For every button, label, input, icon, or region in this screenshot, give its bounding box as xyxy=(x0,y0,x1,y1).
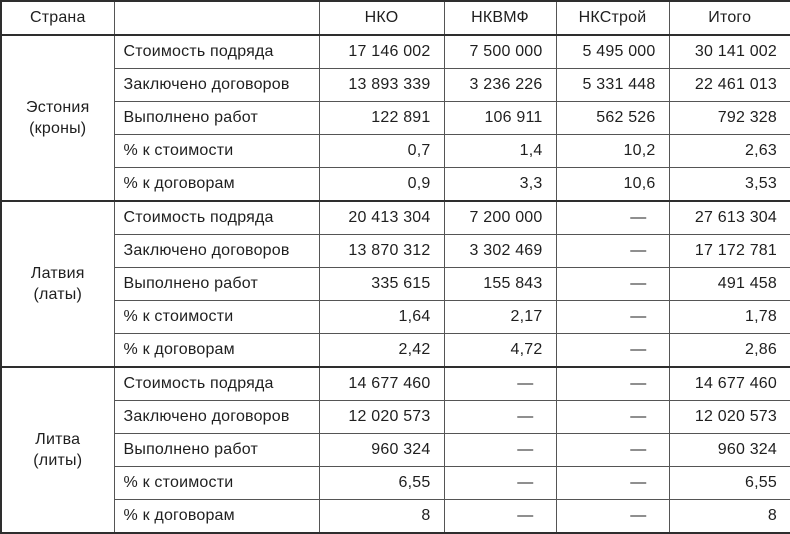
value-cell: 106 911 xyxy=(444,102,556,135)
row-label-cell: Выполнено работ xyxy=(114,434,319,467)
table-row xyxy=(1,500,790,534)
country-name: Латвия xyxy=(30,265,85,282)
value-cell: 8 xyxy=(669,500,790,534)
row-label-cell: % к договорам xyxy=(114,500,319,534)
value-cell: 6,55 xyxy=(669,467,790,500)
row-label-cell: Выполнено работ xyxy=(114,268,319,301)
value-cell: 491 458 xyxy=(669,268,790,301)
value-cell: — xyxy=(556,401,669,434)
table-row xyxy=(1,268,790,301)
table-row xyxy=(1,168,790,202)
value-cell: 2,63 xyxy=(669,135,790,168)
table-row xyxy=(1,35,790,69)
value-cell: 2,86 xyxy=(669,334,790,368)
value-cell: 12 020 573 xyxy=(669,401,790,434)
table-row xyxy=(1,201,790,235)
table-row xyxy=(1,69,790,102)
section-estonia xyxy=(1,35,790,201)
value-cell: 960 324 xyxy=(669,434,790,467)
value-cell: 14 677 460 xyxy=(319,367,444,401)
value-cell: 3 236 226 xyxy=(444,69,556,102)
row-label-cell: Заключено договоров xyxy=(114,69,319,102)
value-cell: — xyxy=(444,467,556,500)
country-name: Эстония xyxy=(26,99,90,116)
row-label-cell: Стоимость подряда xyxy=(114,201,319,235)
row-label-cell: Стоимость подряда xyxy=(114,35,319,69)
section-latvia xyxy=(1,201,790,367)
row-label-cell: % к стоимости xyxy=(114,135,319,168)
value-cell: 5 331 448 xyxy=(556,69,669,102)
value-cell: 8 xyxy=(319,500,444,534)
section-lithuania xyxy=(1,367,790,533)
value-cell: 22 461 013 xyxy=(669,69,790,102)
table-row xyxy=(1,301,790,334)
value-cell: — xyxy=(556,367,669,401)
value-cell: — xyxy=(556,500,669,534)
value-cell: 2,42 xyxy=(319,334,444,368)
value-cell: — xyxy=(556,268,669,301)
column-header-total: Итого xyxy=(669,1,790,35)
value-cell: 0,7 xyxy=(319,135,444,168)
column-header-metric xyxy=(114,1,319,35)
value-cell: — xyxy=(556,201,669,235)
value-cell: 4,72 xyxy=(444,334,556,368)
value-cell: — xyxy=(444,367,556,401)
value-cell: 10,2 xyxy=(556,135,669,168)
value-cell: 0,9 xyxy=(319,168,444,202)
table-row xyxy=(1,102,790,135)
table-row xyxy=(1,367,790,401)
column-header-country: Страна xyxy=(1,1,114,35)
value-cell: — xyxy=(556,434,669,467)
table-row xyxy=(1,235,790,268)
country-currency: (латы) xyxy=(33,286,83,303)
table-row xyxy=(1,135,790,168)
value-cell: 27 613 304 xyxy=(669,201,790,235)
value-cell: — xyxy=(556,235,669,268)
value-cell: 1,78 xyxy=(669,301,790,334)
value-cell: 7 200 000 xyxy=(444,201,556,235)
row-label-cell: % к договорам xyxy=(114,334,319,368)
value-cell: 12 020 573 xyxy=(319,401,444,434)
value-cell: 17 172 781 xyxy=(669,235,790,268)
value-cell: 13 893 339 xyxy=(319,69,444,102)
country-cell-lithuania xyxy=(1,367,114,533)
value-cell: 1,64 xyxy=(319,301,444,334)
value-cell: 5 495 000 xyxy=(556,35,669,69)
row-label-cell: % к стоимости xyxy=(114,467,319,500)
value-cell: — xyxy=(444,500,556,534)
value-cell: 7 500 000 xyxy=(444,35,556,69)
country-currency: (кроны) xyxy=(29,120,87,137)
value-cell: 960 324 xyxy=(319,434,444,467)
country-currency: (литы) xyxy=(33,452,83,469)
value-cell: 14 677 460 xyxy=(669,367,790,401)
value-cell: — xyxy=(444,434,556,467)
row-label-cell: Выполнено работ xyxy=(114,102,319,135)
value-cell: 6,55 xyxy=(319,467,444,500)
value-cell: 562 526 xyxy=(556,102,669,135)
row-label-cell: Заключено договоров xyxy=(114,235,319,268)
value-cell: — xyxy=(556,334,669,368)
value-cell: 10,6 xyxy=(556,168,669,202)
value-cell: 155 843 xyxy=(444,268,556,301)
value-cell: 1,4 xyxy=(444,135,556,168)
value-cell: 17 146 002 xyxy=(319,35,444,69)
value-cell: 2,17 xyxy=(444,301,556,334)
row-label-cell: Стоимость подряда xyxy=(114,367,319,401)
value-cell: — xyxy=(556,301,669,334)
value-cell: 20 413 304 xyxy=(319,201,444,235)
value-cell: 3 302 469 xyxy=(444,235,556,268)
row-label-cell: % к стоимости xyxy=(114,301,319,334)
column-header-nkstroy: НКСтрой xyxy=(556,1,669,35)
row-label-cell: % к договорам xyxy=(114,168,319,202)
row-label-cell: Заключено договоров xyxy=(114,401,319,434)
table-row xyxy=(1,334,790,368)
value-cell: 13 870 312 xyxy=(319,235,444,268)
value-cell: 335 615 xyxy=(319,268,444,301)
table-row xyxy=(1,434,790,467)
country-cell-latvia xyxy=(1,201,114,367)
value-cell: — xyxy=(556,467,669,500)
table-row xyxy=(1,401,790,434)
country-name: Литва xyxy=(35,431,81,448)
value-cell: — xyxy=(444,401,556,434)
table-row xyxy=(1,467,790,500)
value-cell: 122 891 xyxy=(319,102,444,135)
value-cell: 3,53 xyxy=(669,168,790,202)
value-cell: 30 141 002 xyxy=(669,35,790,69)
column-header-nkvmf: НКВМФ xyxy=(444,1,556,35)
value-cell: 792 328 xyxy=(669,102,790,135)
column-header-nko: НКО xyxy=(319,1,444,35)
value-cell: 3,3 xyxy=(444,168,556,202)
country-cell-estonia xyxy=(1,35,114,201)
header-row xyxy=(1,1,790,35)
